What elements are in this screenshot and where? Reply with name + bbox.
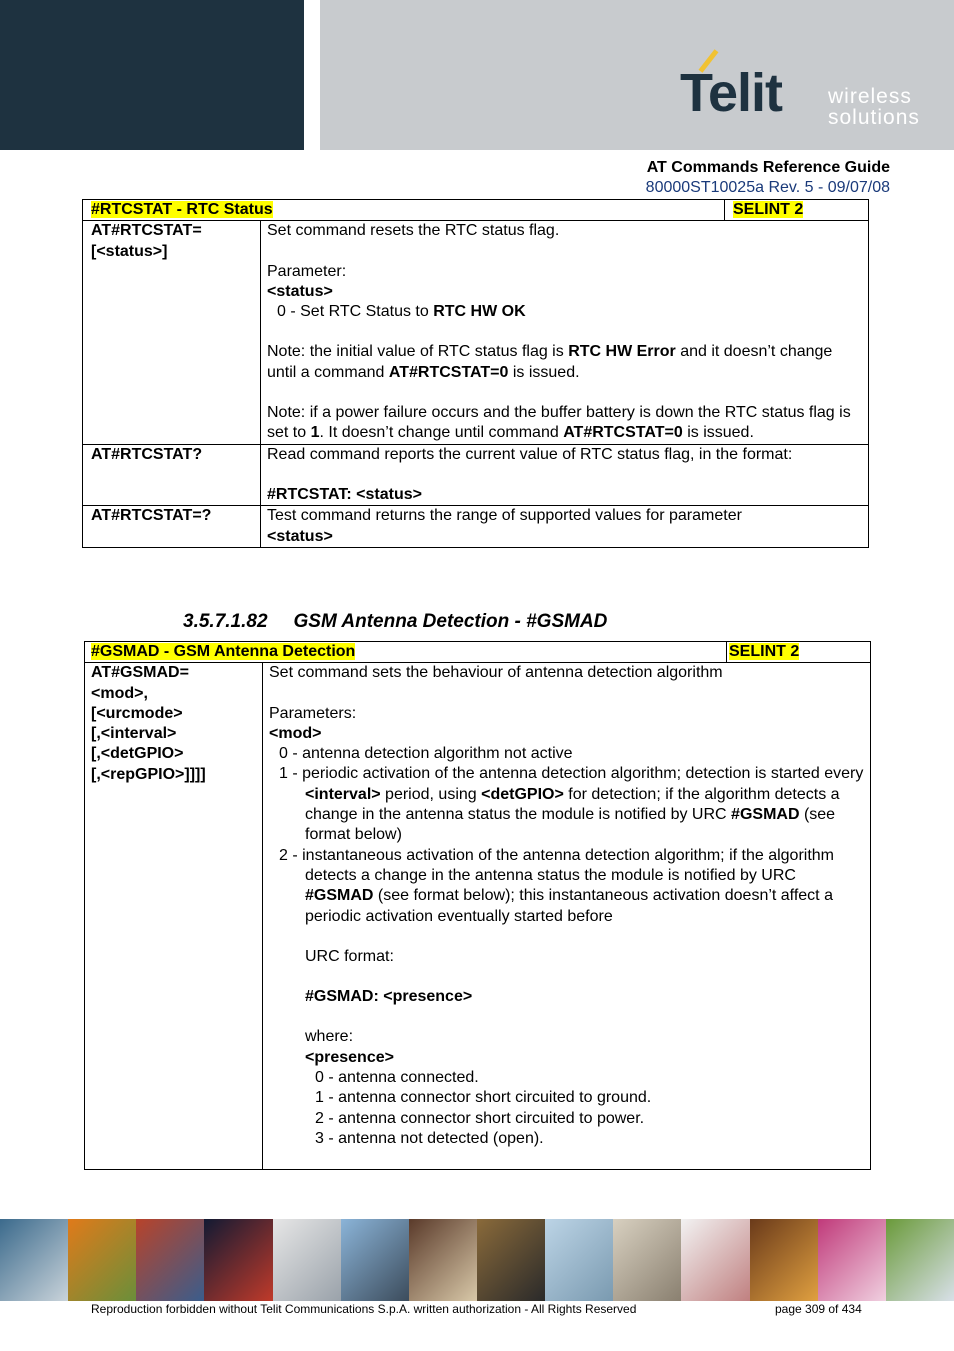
gsmad-presence-value: 0 - antenna connected. [315, 1069, 479, 1087]
rtcstat-read-desc: Read command reports the current value of RTC status flag, in the format: [267, 445, 793, 463]
footer-photo [68, 1219, 136, 1301]
rtcstat-param-label: Parameter: [267, 262, 347, 280]
document-title: AT Commands Reference Guide [646, 159, 890, 176]
footer-photo [136, 1219, 204, 1301]
gsmad-mod-2: 2 - instantaneous activation of the antenna detection algorithm; if the algorithm detects a change in the antenna status the module is notified by URC #GSMAD (see format below); this instantaneous activation doesn’t affect a periodic activation eventually started before [279, 846, 835, 925]
gsmad-cmd-line: [,<interval> [91, 725, 177, 743]
section-number: 3.5.7.1.82 [183, 611, 268, 632]
rtcstat-set-cmd-line1: AT#RTCSTAT= [91, 222, 202, 240]
gsmad-mod-1: 1 - periodic activation of the antenna detection algorithm; detection is started every <interval> period, using <detGPIO> for detection; if the algorithm detects a change in the antenna status the module is notified by URC #GSMAD (see format below) [279, 765, 864, 844]
footer-photo [818, 1219, 886, 1301]
footer-copyright: Reproduction forbidden without Telit Communications S.p.A. written authorization - All Rights Reserved [91, 1302, 637, 1316]
rtcstat-set-cmd-line2: [<status>] [91, 242, 168, 260]
section-heading [183, 611, 607, 633]
document-revision: 80000ST10025a Rev. 5 - 09/07/08 [645, 179, 890, 196]
gsmad-cmd-line: [,<repGPIO>]]]] [91, 765, 206, 783]
gsmad-cmd-line: [<urcmode> [91, 704, 183, 722]
footer-photo [273, 1219, 341, 1301]
footer-photo [0, 1219, 68, 1301]
footer-photo [341, 1219, 409, 1301]
rtcstat-set-row [83, 221, 869, 444]
logo-tagline [828, 86, 920, 128]
logo-tagline-line1: wireless [828, 85, 912, 108]
gsmad-presence-value: 3 - antenna not detected (open). [315, 1129, 544, 1147]
gsmad-presence-name: <presence> [305, 1048, 394, 1066]
gsmad-set-row [85, 663, 871, 1170]
rtcstat-test-param: <status> [267, 527, 333, 545]
gsmad-cmd-line: <mod>, [91, 684, 148, 702]
section-title: GSM Antenna Detection - #GSMAD [293, 611, 608, 632]
gsmad-set-cmd [85, 663, 263, 1170]
rtcstat-param-value: 0 - Set RTC Status to RTC HW OK [277, 303, 526, 321]
footer-photo [750, 1219, 818, 1301]
footer-photo [545, 1219, 613, 1301]
rtcstat-title-row [83, 200, 869, 221]
gsmad-params-label: Parameters: [269, 704, 357, 722]
gsmad-urc-label: URC format: [305, 947, 394, 965]
rtcstat-note1: Note: the initial value of RTC status flag is RTC HW Error and it doesn’t change until a command AT#RTCSTAT=0 is issued. [267, 343, 833, 381]
gsmad-selint: SELINT 2 [729, 643, 800, 660]
gsmad-cmd-line: [,<detGPIO> [91, 745, 184, 763]
footer-photo [886, 1219, 954, 1301]
footer-photo [409, 1219, 477, 1301]
rtcstat-test-desc: Test command returns the range of supported values for parameter [267, 507, 742, 525]
header-dark-panel [0, 0, 304, 150]
footer-photo-strip [0, 1219, 954, 1301]
rtcstat-set-desc: Set command resets the RTC status flag. [267, 222, 560, 240]
gsmad-where: where: [305, 1028, 354, 1046]
rtcstat-read-cmd: AT#RTCSTAT? [83, 444, 261, 506]
footer-photo [477, 1219, 545, 1301]
footer-photo [613, 1219, 681, 1301]
gsmad-title-row [85, 642, 871, 663]
rtcstat-read-row [83, 444, 869, 506]
gsmad-presence-value: 1 - antenna connector short circuited to ground. [315, 1089, 652, 1107]
gsmad-cmd-line: AT#GSMAD= [91, 664, 189, 682]
telit-logo [676, 48, 936, 133]
rtcstat-title: #RTCSTAT - RTC Status [91, 201, 273, 218]
gsmad-desc: Set command sets the behaviour of antenna detection algorithm [269, 664, 723, 682]
rtcstat-selint: SELINT 2 [733, 201, 804, 218]
rtcstat-note2: Note: if a power failure occurs and the buffer battery is down the RTC status flag is set to 1. It doesn’t change until command AT#RTCSTAT=0 is issued. [267, 404, 851, 442]
rtcstat-table [82, 199, 869, 548]
footer-page-number: page 309 of 434 [775, 1302, 862, 1316]
logo-wordmark: Telit [680, 63, 782, 123]
logo-tagline-line2: solutions [828, 106, 920, 129]
footer-photo [204, 1219, 272, 1301]
rtcstat-read-format: #RTCSTAT: <status> [267, 485, 422, 503]
gsmad-title: #GSMAD - GSM Antenna Detection [91, 643, 356, 660]
gsmad-mod-name: <mod> [269, 724, 322, 742]
rtcstat-param-name: <status> [267, 282, 333, 300]
gsmad-presence-value: 2 - antenna connector short circuited to power. [315, 1109, 645, 1127]
gsmad-table [84, 641, 871, 1170]
gsmad-urc-format: #GSMAD: <presence> [305, 988, 473, 1006]
rtcstat-test-row [83, 506, 869, 548]
footer-photo [681, 1219, 749, 1301]
rtcstat-test-cmd: AT#RTCSTAT=? [83, 506, 261, 548]
gsmad-mod-0: 0 - antenna detection algorithm not active [279, 745, 573, 763]
